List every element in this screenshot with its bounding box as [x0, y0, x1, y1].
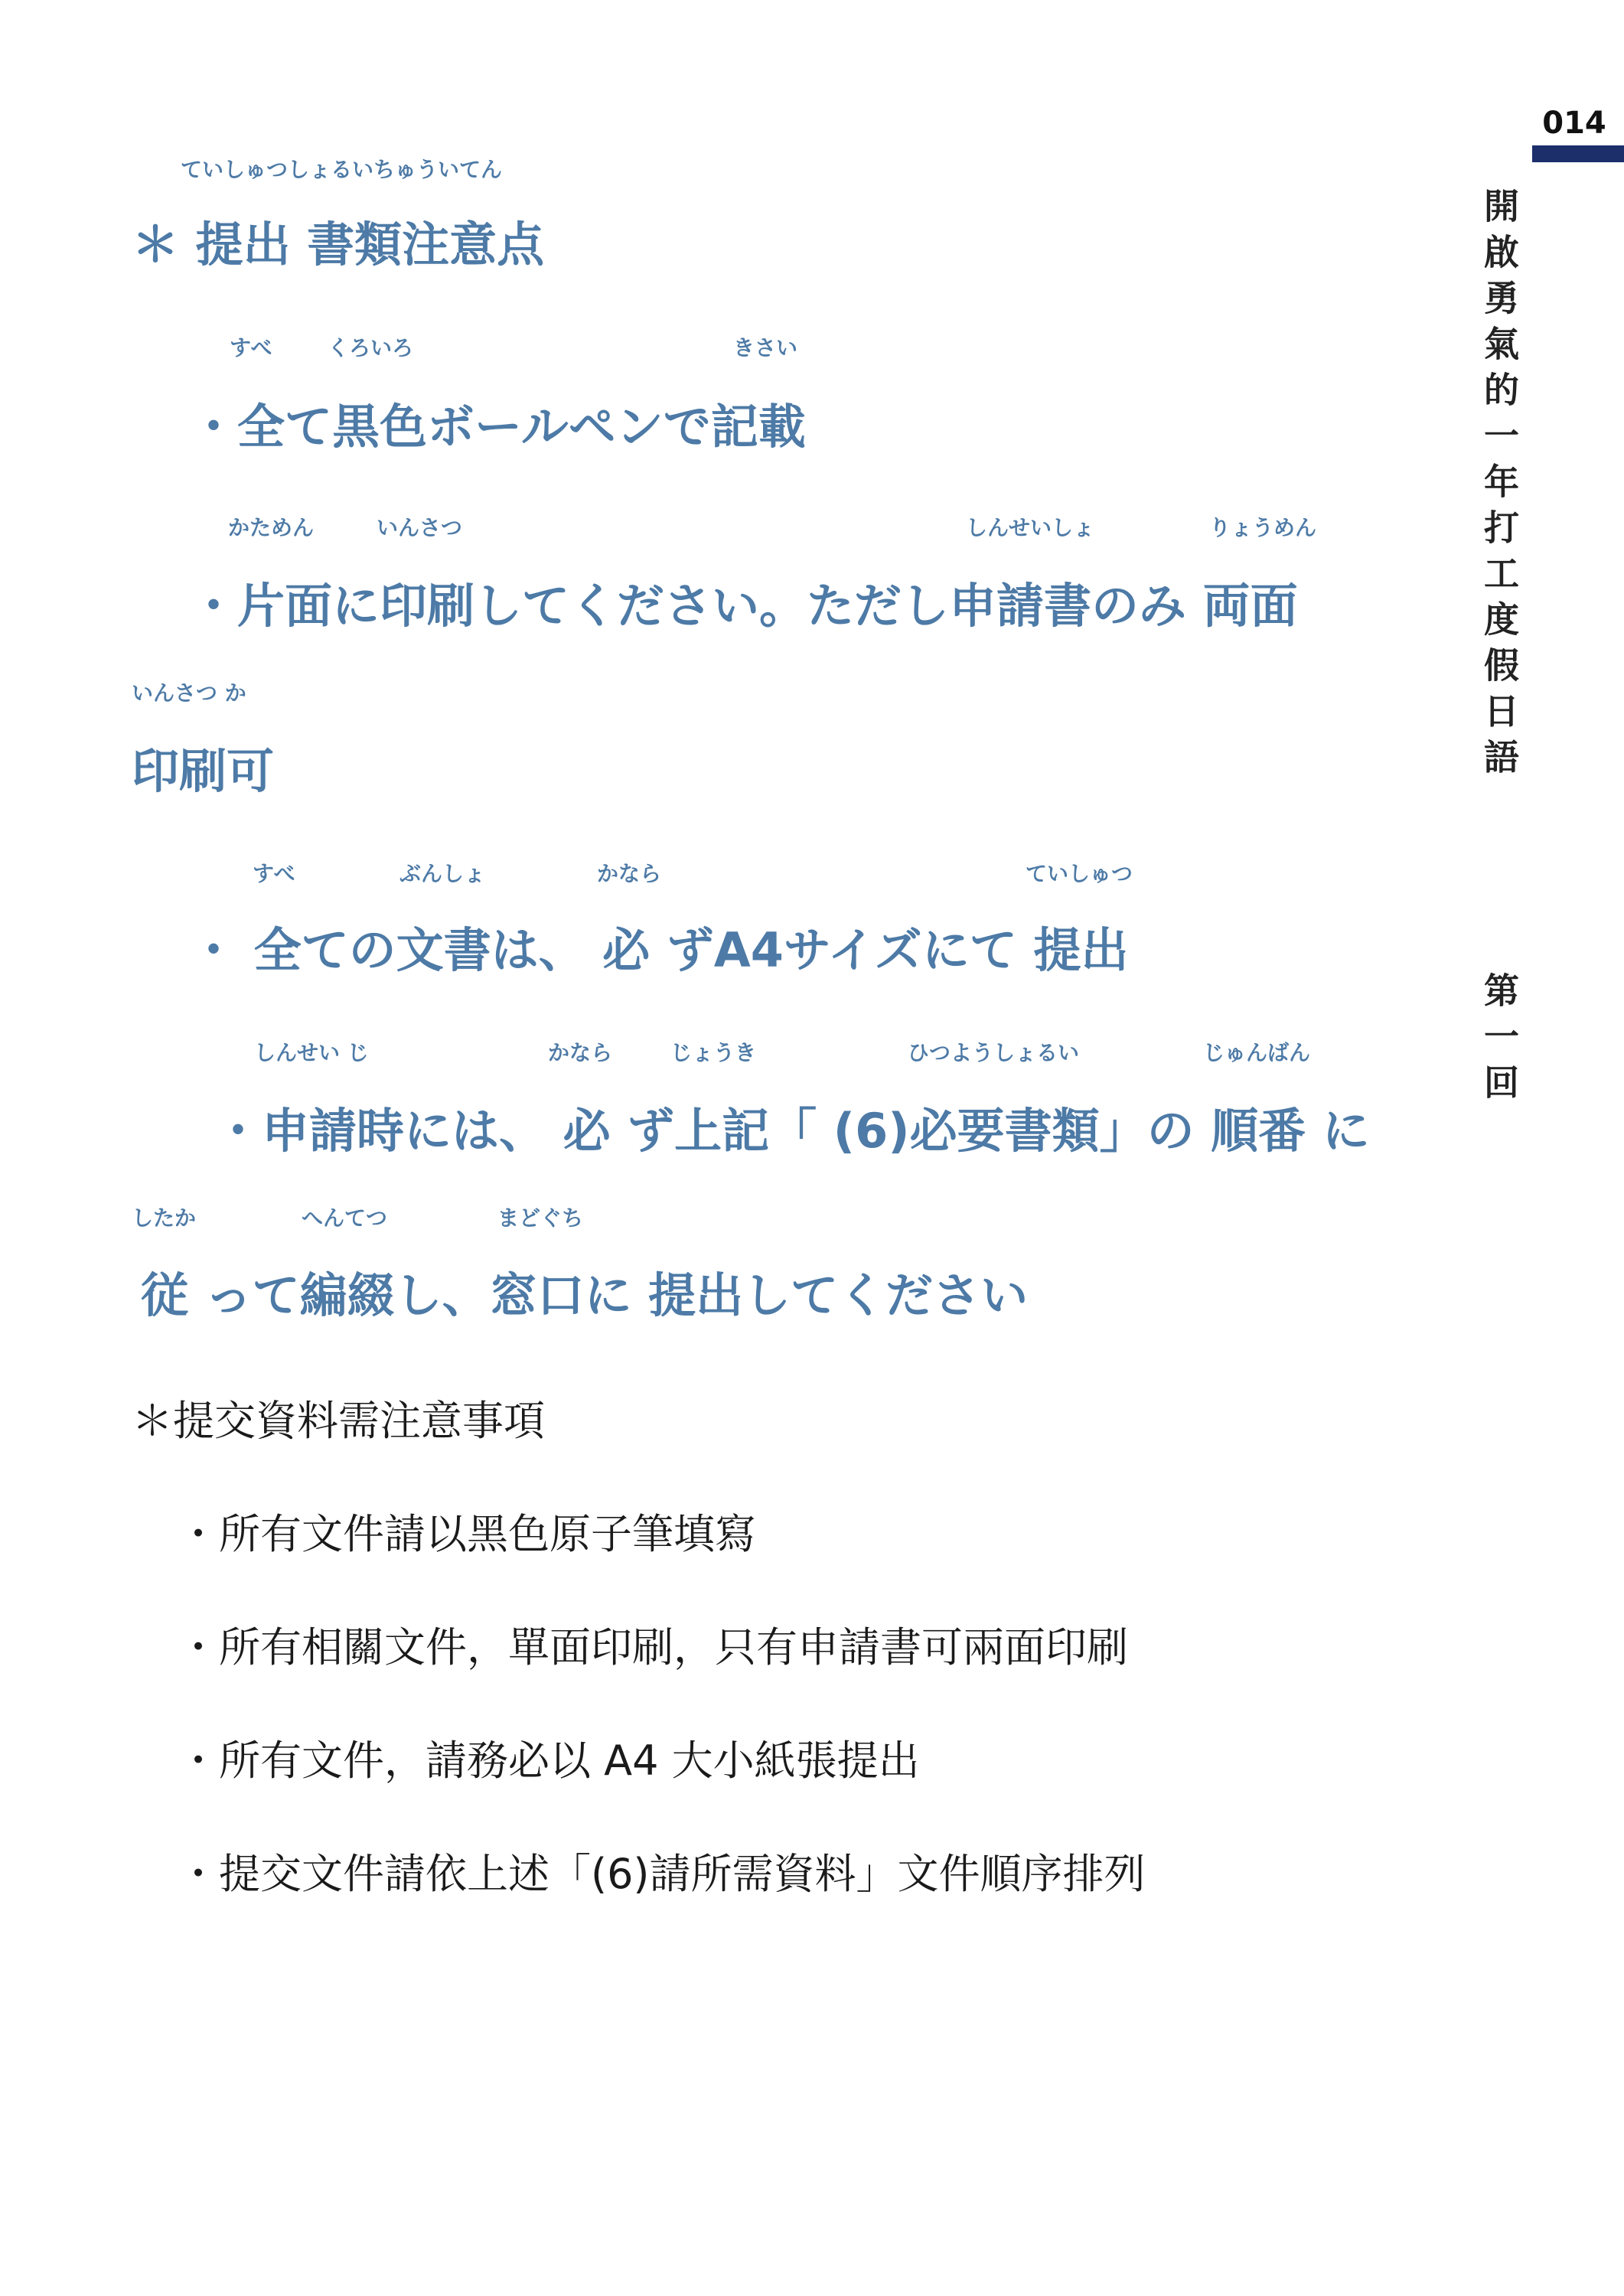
furigana: ぶんしょ [399, 861, 486, 886]
furigana: すべ [253, 861, 295, 886]
furigana: しんせい じ [254, 1040, 369, 1065]
zh-heading: ＊提交資料需注意事項 [132, 1397, 545, 1445]
zh-bullet-3: ・所有文件，請務必以 A4 大小紙張提出 [178, 1737, 920, 1785]
furigana: ていしゅつ [1026, 861, 1133, 886]
furigana: かなら [597, 861, 662, 886]
furigana: きさい [733, 335, 798, 360]
chapter-label: 第一回 [1479, 972, 1520, 1110]
furigana: じょうき [670, 1040, 757, 1065]
furigana: しんせいしょ [966, 515, 1095, 540]
furigana: じゅんばん [1203, 1040, 1311, 1065]
zh-bullet-4: ・提交文件請依上述「(6)請所需資料」文件順序排列 [178, 1850, 1146, 1898]
jp-bullet-2-cont: 印刷可 [132, 743, 275, 799]
jp-bullet-1: ・全て黒色ボールペンで記載 [190, 399, 806, 455]
jp-bullet-4-cont: 従 って編綴し、窓口に 提出してください [141, 1267, 1029, 1323]
page-number: 014 [1542, 106, 1606, 141]
zh-bullet-1: ・所有文件請以黑色原子筆填寫 [178, 1510, 756, 1558]
furigana: ひつようしょるい [908, 1040, 1080, 1065]
jp-bullet-2: ・片面に印刷してください。ただし申請書のみ 両面 [190, 578, 1298, 634]
zh-bullet-2: ・所有相關文件，單面印刷，只有申請書可兩面印刷 [178, 1623, 1128, 1671]
furigana: かなら [548, 1040, 613, 1065]
jp-bullet-4: ・申請時には、 必 ず上記「 (6)必要書類」の 順番 に [214, 1103, 1370, 1159]
jp-heading: ＊ 提出 書類注意点 [132, 217, 545, 272]
furigana: りょうめん [1209, 515, 1317, 540]
furigana: くろいろ [328, 335, 414, 360]
book-title: 開啟勇氣的一年打工度假日語 [1479, 188, 1520, 784]
furigana: いんさつ [377, 515, 463, 540]
jp-bullet-3: ・ 全ての文書は、 必 ずA4サイズにて 提出 [190, 922, 1129, 978]
page-number-bar [1532, 145, 1624, 162]
furigana: すべ [230, 335, 272, 360]
furigana: いんさつ か [132, 680, 246, 706]
furigana: へんてつ [302, 1205, 388, 1231]
heading-furigana: ていしゅつしょるいちゅういてん [181, 157, 503, 182]
furigana: まどぐち [497, 1205, 584, 1231]
furigana: したか [132, 1205, 197, 1231]
furigana: かためん [228, 515, 315, 540]
